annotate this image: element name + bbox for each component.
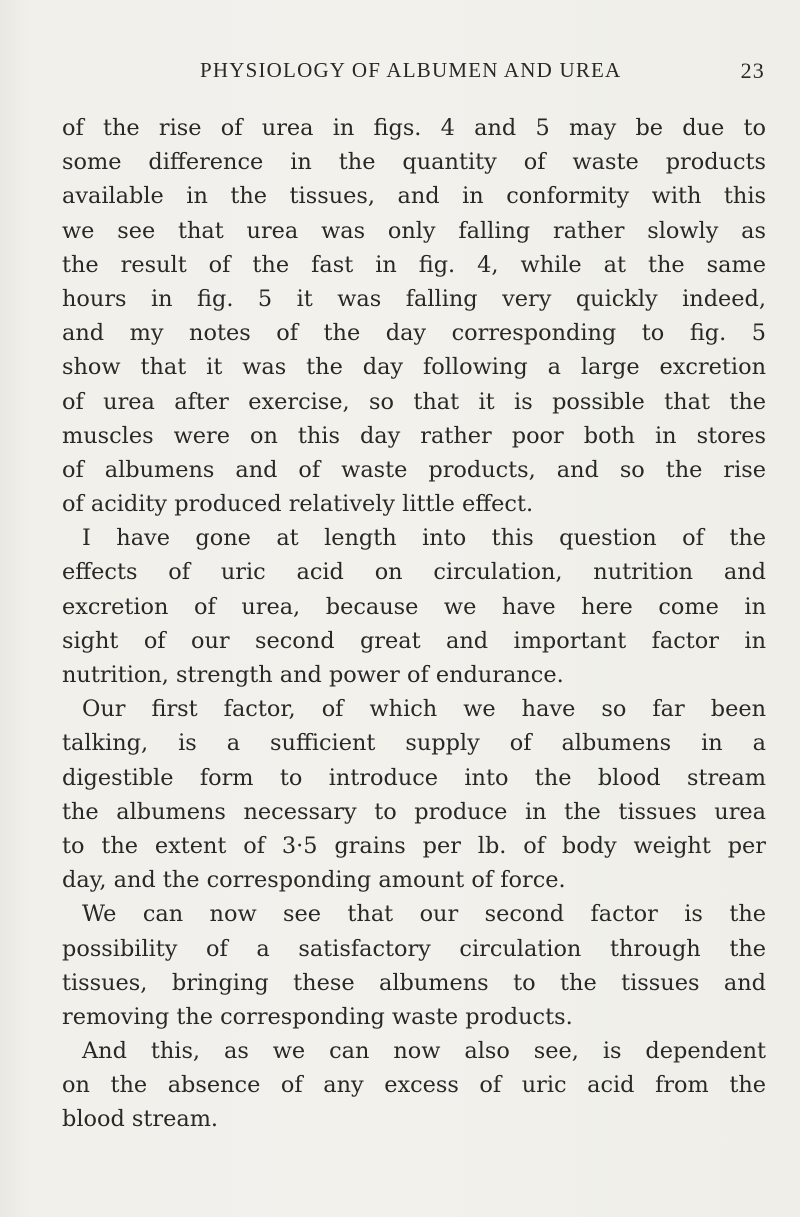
text-line: of the rise of urea in figs. 4 and 5 may be due to <box>62 115 766 141</box>
running-title: PHYSIOLOGY OF ALBUMEN AND UREA <box>200 58 622 82</box>
text-line: tissues, bringing these albumens to the tissues and <box>62 969 766 996</box>
text-line: digestible form to introduce into the blood stream <box>62 764 766 791</box>
text-line: the result of the fast in fig. 4, while at the same <box>62 251 766 278</box>
body-text <box>62 111 766 1137</box>
text-line: talking, is a sufficient supply of albumens in a <box>62 730 766 757</box>
text-line: And this, as we can now also see, is dependent <box>82 1038 766 1065</box>
text-line: we see that urea was only falling rather slowly as <box>62 217 766 244</box>
text-line: effects of uric acid on circulation, nutrition and <box>62 559 766 586</box>
text-line: show that it was the day following a large excretion <box>62 354 766 381</box>
running-head <box>200 58 765 88</box>
text-line: We can now see that our second factor is the <box>82 901 766 928</box>
text-line: some difference in the quantity of waste products <box>62 149 766 176</box>
text-line: day, and the corresponding amount of force. <box>62 867 566 894</box>
text-line: of acidity produced relatively little effect. <box>62 491 534 518</box>
text-line: nutrition, strength and power of endurance. <box>62 662 564 688</box>
text-line: removing the corresponding waste products. <box>62 1003 573 1030</box>
text-line: of albumens and of waste products, and so the rise <box>62 456 766 483</box>
text-line: I have gone at length into this question of the <box>82 525 766 552</box>
text-line: sight of our second great and important factor in <box>62 627 766 654</box>
text-line: on the absence of any excess of uric acid from the <box>62 1072 766 1099</box>
text-line: to the extent of 3·5 grains per lb. of body weight per <box>62 832 766 859</box>
page-number: 23 <box>740 58 765 83</box>
text-line: hours in fig. 5 it was falling very quickly indeed, <box>62 285 766 312</box>
text-line: available in the tissues, and in conformity with this <box>62 183 766 210</box>
text-line: Our first factor, of which we have so far been <box>82 696 766 723</box>
text-line: blood stream. <box>62 1106 219 1133</box>
text-line: and my notes of the day corresponding to fig. 5 <box>62 320 766 347</box>
text-line: the albumens necessary to produce in the tissues urea <box>62 798 766 825</box>
text-line: possibility of a satisfactory circulation through the <box>62 935 766 962</box>
text-line: excretion of urea, because we have here come in <box>62 593 766 620</box>
text-line: muscles were on this day rather poor both in stores <box>62 422 766 449</box>
text-line: of urea after exercise, so that it is possible that the <box>62 388 766 415</box>
